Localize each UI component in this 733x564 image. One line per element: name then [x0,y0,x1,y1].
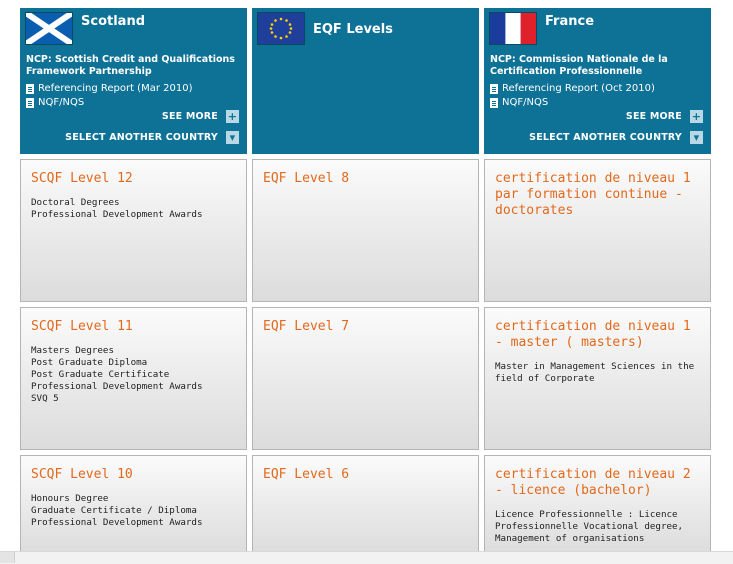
qualification-item: Graduate Certificate / Diploma [31,505,197,516]
scroll-left-button[interactable] [0,552,15,563]
level-title[interactable]: certification de niveau 1 par formation continue - doctorates [495,171,691,218]
nqf-link[interactable]: NQF/NQS [490,97,548,109]
eqf-level-cell [252,307,479,450]
qualification-list [31,345,236,405]
ncp-label: NCP: Scottish Credit and Qualifications Framework Partnership [26,54,235,77]
qualification-item: Doctoral Degrees [31,197,120,208]
document-icon [26,98,34,108]
qualification-list [495,361,700,385]
qualification-item: Post Graduate Certificate [31,369,170,380]
nqf-link[interactable]: NQF/NQS [26,97,84,109]
qualification-item: Master in Management Sciences in the field of Corporate [495,361,695,384]
scqf-level-cell [20,307,247,450]
eqf-level-cell [252,159,479,302]
level-title[interactable]: EQF Level 6 [263,467,350,482]
country-panel-scotland [20,8,247,154]
level-title[interactable]: EQF Level 7 [263,319,350,334]
france-flag-icon [490,13,536,44]
country-name: Scotland [81,14,146,29]
ncp-label: NCP: Commission Nationale de la Certification Professionnelle [490,54,668,77]
plus-icon: + [691,110,702,123]
see-more-button[interactable]: SEE MORE + [625,110,702,123]
level-title[interactable]: certification de niveau 1 - master ( masters) [495,319,691,350]
qualification-item: Professional Development Awards [31,381,203,392]
level-title[interactable]: certification de niveau 2 - licence (bachelor) [495,467,691,498]
fr-level-cell [484,307,711,450]
country-panel-france [484,8,711,154]
chevron-down-icon: ▾ [226,131,239,144]
eu-flag-icon [258,13,304,44]
referencing-report-link[interactable]: Referencing Report (Mar 2010) [26,83,192,95]
qualification-list [31,197,236,221]
scqf-level-cell [20,455,247,555]
level-title[interactable]: SCQF Level 12 [31,171,133,186]
scotland-flag-icon [26,13,72,44]
eqf-level-cell [252,455,479,555]
qualification-item: Professional Development Awards [31,209,203,220]
fr-level-cell [484,455,711,555]
document-icon [26,84,34,94]
qualification-list [31,493,236,529]
level-title[interactable]: SCQF Level 11 [31,319,133,334]
select-another-country-button[interactable]: SELECT ANOTHER COUNTRY ▾ [529,131,703,144]
qualification-item: Licence Professionnelle : Licence Professionnelle Vocational degree, Management of organisations [495,509,684,544]
fr-level-cell [484,159,711,302]
level-title[interactable]: SCQF Level 10 [31,467,133,482]
qualification-list [495,509,700,545]
qualification-item: Honours Degree [31,493,109,504]
level-title[interactable]: EQF Level 8 [263,171,350,186]
qualification-item: Post Graduate Diploma [31,357,148,368]
qualification-item: Professional Development Awards [31,517,203,528]
document-icon [490,98,498,108]
referencing-report-link[interactable]: Referencing Report (Oct 2010) [490,83,655,95]
qualification-item: Masters Degrees [31,345,114,356]
country-name: France [545,14,595,29]
select-another-country-button[interactable]: SELECT ANOTHER COUNTRY ▾ [65,131,239,144]
plus-icon: + [227,110,238,123]
chevron-down-icon: ▾ [690,131,703,144]
document-icon [490,84,498,94]
qualification-item: SVQ 5 [31,393,59,404]
scqf-level-cell [20,159,247,302]
horizontal-scrollbar[interactable] [0,551,733,564]
see-more-button[interactable]: SEE MORE + [161,110,238,123]
eqf-levels-title: EQF Levels [313,22,393,37]
eqf-levels-panel [252,8,479,154]
